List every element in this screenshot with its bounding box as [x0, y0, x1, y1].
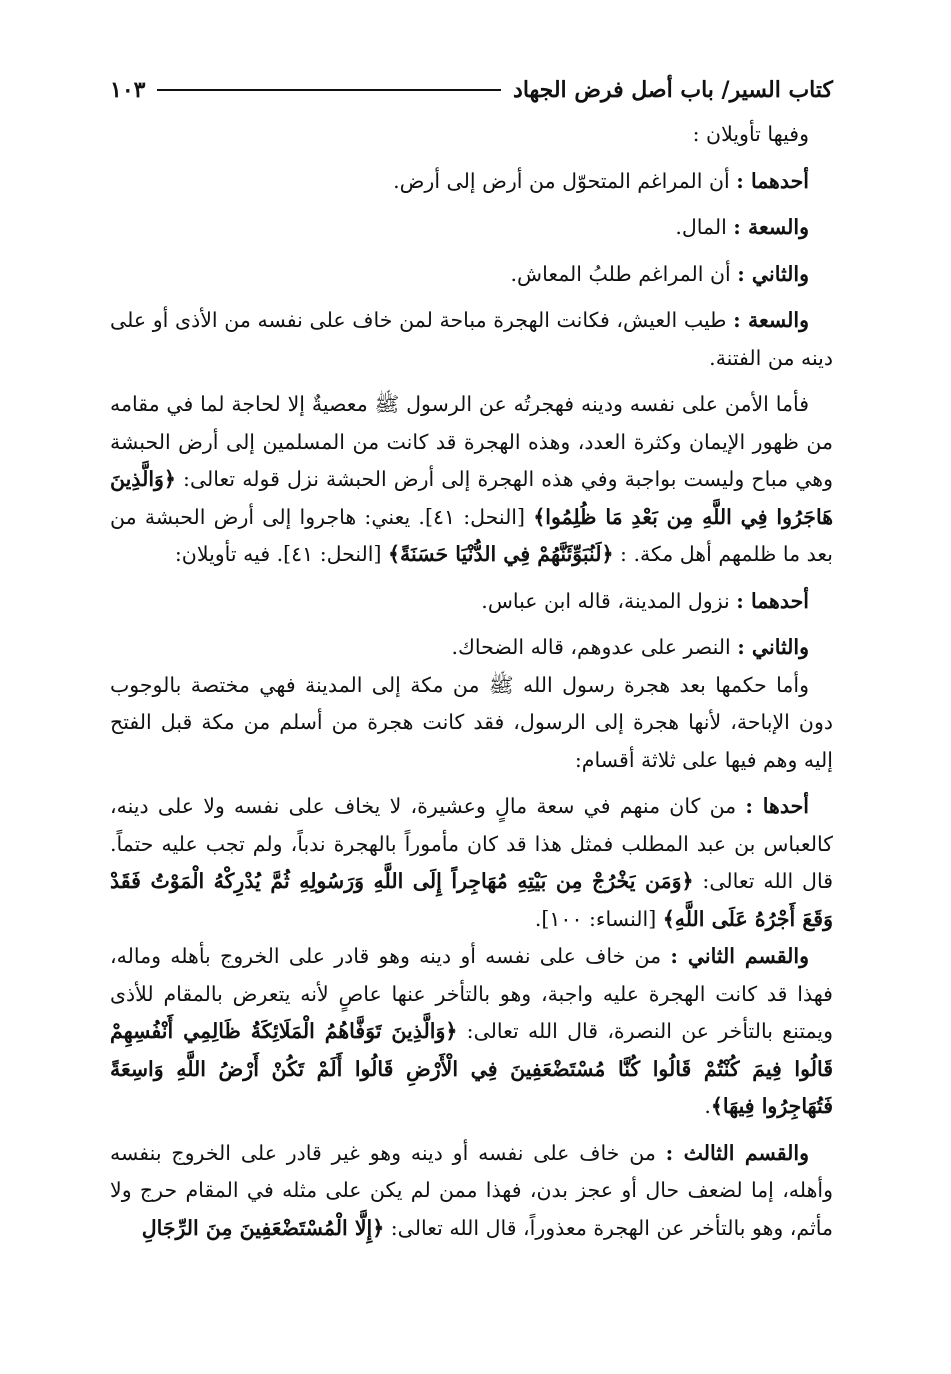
- paragraph-label: والسعة :: [733, 215, 809, 239]
- paragraph-text: من خاف على نفسه أو دينه وهو قادر على الخروج بأهله وماله، فهذا قد كانت الهجرة عليه واجبة، وهو بالتأخر عنها عاصٍ لأنه يتعرض بالمقام للأذى ويمتنع بالتأخر عن النصرة، قال الله تعالى:: [110, 944, 833, 1043]
- quran-verse: ﴿وَالَّذِينَ هَاجَرُوا فِي اللَّهِ مِن بَعْدِ مَا ظُلِمُوا﴾: [110, 467, 834, 529]
- paragraph-text: من كان منهم في سعة مالٍ وعشيرة، لا يخاف على نفسه ولا على دينه، كالعباس بن عبد المطلب فمثل هذا قد كان مأموراً بالهجرة ندباً، ولم تجب عليه حتماً. قال الله تعالى:: [110, 794, 833, 893]
- book-page: [110, 70, 833, 1247]
- paragraph-text: نزول المدينة، قاله ابن عباس.: [481, 588, 737, 613]
- paragraph-label: والقسم الثالث :: [665, 1140, 810, 1165]
- paragraph-label: أحدهما :: [736, 168, 809, 193]
- paragraph-5: [110, 302, 833, 377]
- paragraph-text: أن المراغم طلبُ المعاش.: [510, 261, 738, 286]
- paragraph-8: [110, 629, 833, 667]
- paragraph-4: [110, 256, 833, 294]
- header-title: كتاب السير/ باب أصل فرض الجهاد: [513, 77, 833, 103]
- paragraph-3: [110, 209, 833, 247]
- paragraph-2: [110, 163, 833, 201]
- paragraph-label: والثاني :: [737, 261, 809, 286]
- paragraph-label: والقسم الثاني :: [670, 944, 809, 968]
- paragraph-label: أحدها :: [745, 794, 809, 818]
- paragraph-12: [110, 1135, 833, 1248]
- paragraph-text: وفيها تأويلان :: [692, 122, 809, 146]
- paragraph-text: [النحل: ٤١]. فيه تأويلان:: [174, 542, 389, 566]
- paragraph-text: النصر على عدوهم، قاله الضحاك.: [451, 635, 738, 659]
- quran-verse: ﴿وَمَن يَخْرُجْ مِن بَيْتِهِ مُهَاجِراً إِلَى اللَّهِ وَرَسُولِهِ ثُمَّ يُدْرِكْهُ الْمَوْتُ فَقَدْ وَقَعَ أَجْرُهُ عَلَى اللَّهِ﴾: [110, 869, 833, 931]
- paragraph-label: والثاني :: [737, 635, 809, 659]
- quran-verse: ﴿لَنُبَوِّئَنَّهُمْ فِي الدُّنْيَا حَسَنَةً﴾: [388, 542, 614, 566]
- paragraph-text: طيب العيش، فكانت الهجرة مباحة لمن خاف على نفسه من الأذى أو على دينه من الفتنة.: [110, 308, 833, 370]
- quran-verse: ﴿وَالَّذِينَ تَوَفَّاهُمُ الْمَلَائِكَةُ ظَالِمِي أَنْفُسِهِمْ قَالُوا فِيمَ كُنْتُمْ قَالُوا كُنَّا مُسْتَضْعَفِينَ فِي الْأَرْضِ قَالُوا أَلَمْ تَكُنْ أَرْضُ اللَّهِ وَاسِعَةً فَتُهَاجِرُوا فِيهَا﴾: [110, 1019, 833, 1118]
- paragraph-label: والسعة :: [733, 308, 809, 332]
- paragraph-text: [النحل: ٤١]. يعني: هاجروا إلى أرض الحبشة من بعد ما ظلمهم أهل مكة. :: [110, 504, 833, 566]
- paragraph-1: [110, 116, 833, 154]
- paragraph-11: [110, 938, 833, 1126]
- header-rule: [157, 89, 501, 91]
- paragraph-text: [النساء: ١٠٠].: [534, 906, 663, 931]
- paragraph-text: المال.: [675, 215, 734, 239]
- paragraph-10: [110, 788, 833, 938]
- paragraph-text: من خاف على نفسه أو دينه وهو غير قادر على الخروج بنفسه وأهله، إما لضعف حال أو عجز بدن، فهذا ممن لم يكن على مثله في المقام حرج ولا مأثم، وهو بالتأخر عن الهجرة معذوراً، قال الله تعالى:: [110, 1140, 833, 1240]
- paragraph-text: وأما حكمها بعد هجرة رسول الله ﷺ من مكة إلى المدينة فهي مختصة بالوجوب دون الإباحة، لأنها هجرة إلى الرسول، فقد كانت هجرة من أسلم من مكة قبل الفتح إليه وهم فيها على ثلاثة أقسام:: [110, 672, 833, 772]
- paragraph-7: [110, 583, 833, 621]
- running-header: [110, 70, 833, 110]
- quran-verse: ﴿إِلَّا الْمُسْتَضْعَفِينَ مِنَ الرِّجَالِ: [141, 1215, 385, 1240]
- paragraph-text: .: [704, 1094, 711, 1118]
- page-number: ١٠٣: [110, 77, 146, 103]
- paragraph-9: [110, 667, 833, 780]
- paragraph-text: فأما الأمن على نفسه ودينه فهجرتُه عن الرسول ﷺ معصيةٌ إلا لحاجة لما في مقامه من ظهور الإيمان وكثرة العدد، وهذه الهجرة قد كانت من المسلمين إلى أرض الحبشة وهي مباح وليست بواجبة وفي هذه الهجرة إلى أرض الحبشة نزل قوله تعالى:: [110, 392, 833, 491]
- paragraph-text: أن المراغم المتحوّل من أرض إلى أرض.: [393, 168, 737, 193]
- paragraph-label: أحدهما :: [736, 588, 809, 613]
- paragraph-6: [110, 386, 833, 574]
